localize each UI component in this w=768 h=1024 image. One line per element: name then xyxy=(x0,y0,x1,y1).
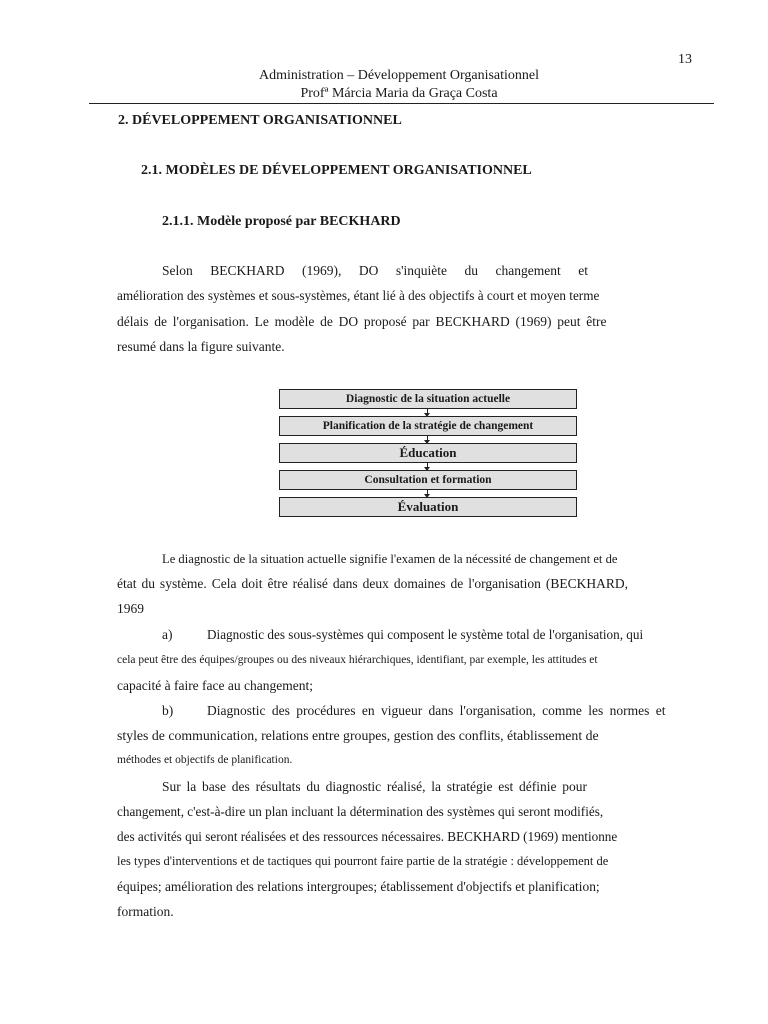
list-marker-a: a) xyxy=(162,627,173,642)
step-consultation-box: Consultation et formation xyxy=(279,470,577,490)
word: Selon xyxy=(162,263,193,278)
heading-section-2-1: 2.1. MODÈLES DE DÉVELOPPEMENT ORGANISATIONNEL xyxy=(141,163,532,178)
para3-line6: formation. xyxy=(117,904,174,919)
para2-line3: 1969 xyxy=(117,601,144,616)
list-b-line1: Diagnostic des procédures en vigueur dans l'organisation, comme les normes et xyxy=(207,703,666,718)
step-evaluation-box: Évaluation xyxy=(279,497,577,517)
step-planification-box: Planification de la stratégie de changement xyxy=(279,416,577,436)
word: changement xyxy=(495,263,561,278)
list-a-line3: capacité à faire face au changement; xyxy=(117,678,313,693)
heading-section-2: 2. DÉVELOPPEMENT ORGANISATIONNEL xyxy=(118,113,402,128)
list-marker-b: b) xyxy=(162,703,174,718)
word: du xyxy=(464,263,479,278)
header-author-line: Profª Márcia Maria da Graça Costa xyxy=(300,86,498,101)
para2-line1: Le diagnostic de la situation actuelle signifie l'examen de la nécessité de changement et de xyxy=(162,552,618,566)
para3-line5: équipes; amélioration des relations intergroupes; établissement d'objectifs et planification; xyxy=(117,879,600,894)
para1-line3: délais de l'organisation. Le modèle de DO proposé par BECKHARD (1969) peut être xyxy=(117,314,607,329)
word: (1969), xyxy=(302,263,342,278)
para3-line2: changement, c'est-à-dire un plan incluant la détermination des systèmes qui seront modifiés, xyxy=(117,804,604,819)
word: s'inquiète xyxy=(395,263,448,278)
step-education-box: Éducation xyxy=(279,443,577,463)
word: BECKHARD xyxy=(210,263,285,278)
para1-line2: amélioration des systèmes et sous-systèmes, étant lié à des objectifs à court et moyen terme xyxy=(117,288,600,303)
header-rule xyxy=(89,103,714,104)
word: DO xyxy=(358,263,379,278)
list-a-line2: cela peut être des équipes/groupes ou des niveaux hiérarchiques, identifiant, par exemple, les attitudes et xyxy=(117,654,598,666)
list-b-line3: méthodes et objectifs de planification. xyxy=(117,754,293,766)
para3-line3: des activités qui seront réalisées et des ressources nécessaires. BECKHARD (1969) mentionne xyxy=(117,829,618,844)
list-a-line1: Diagnostic des sous-systèmes qui composent le système total de l'organisation, qui xyxy=(207,627,644,642)
word: et xyxy=(578,263,588,278)
para1-line1 xyxy=(162,259,588,283)
para3-line1: Sur la base des résultats du diagnostic réalisé, la stratégie est définie pour xyxy=(162,779,588,794)
header-course-line: Administration – Développement Organisationnel xyxy=(258,68,540,83)
page-number: 13 xyxy=(678,52,692,67)
step-diagnostic-box: Diagnostic de la situation actuelle xyxy=(279,389,577,409)
para2-line2: état du système. Cela doit être réalisé dans deux domaines de l'organisation (BECKHARD, xyxy=(117,576,629,591)
para3-line4: les types d'interventions et de tactiques qui pourront faire partie de la stratégie : développement de xyxy=(117,854,609,868)
heading-section-2-1-1: 2.1.1. Modèle proposé par BECKHARD xyxy=(162,214,401,229)
para1-line4: resumé dans la figure suivante. xyxy=(117,339,285,354)
list-b-line2: styles de communication, relations entre groupes, gestion des conflits, établissement de xyxy=(117,728,599,743)
